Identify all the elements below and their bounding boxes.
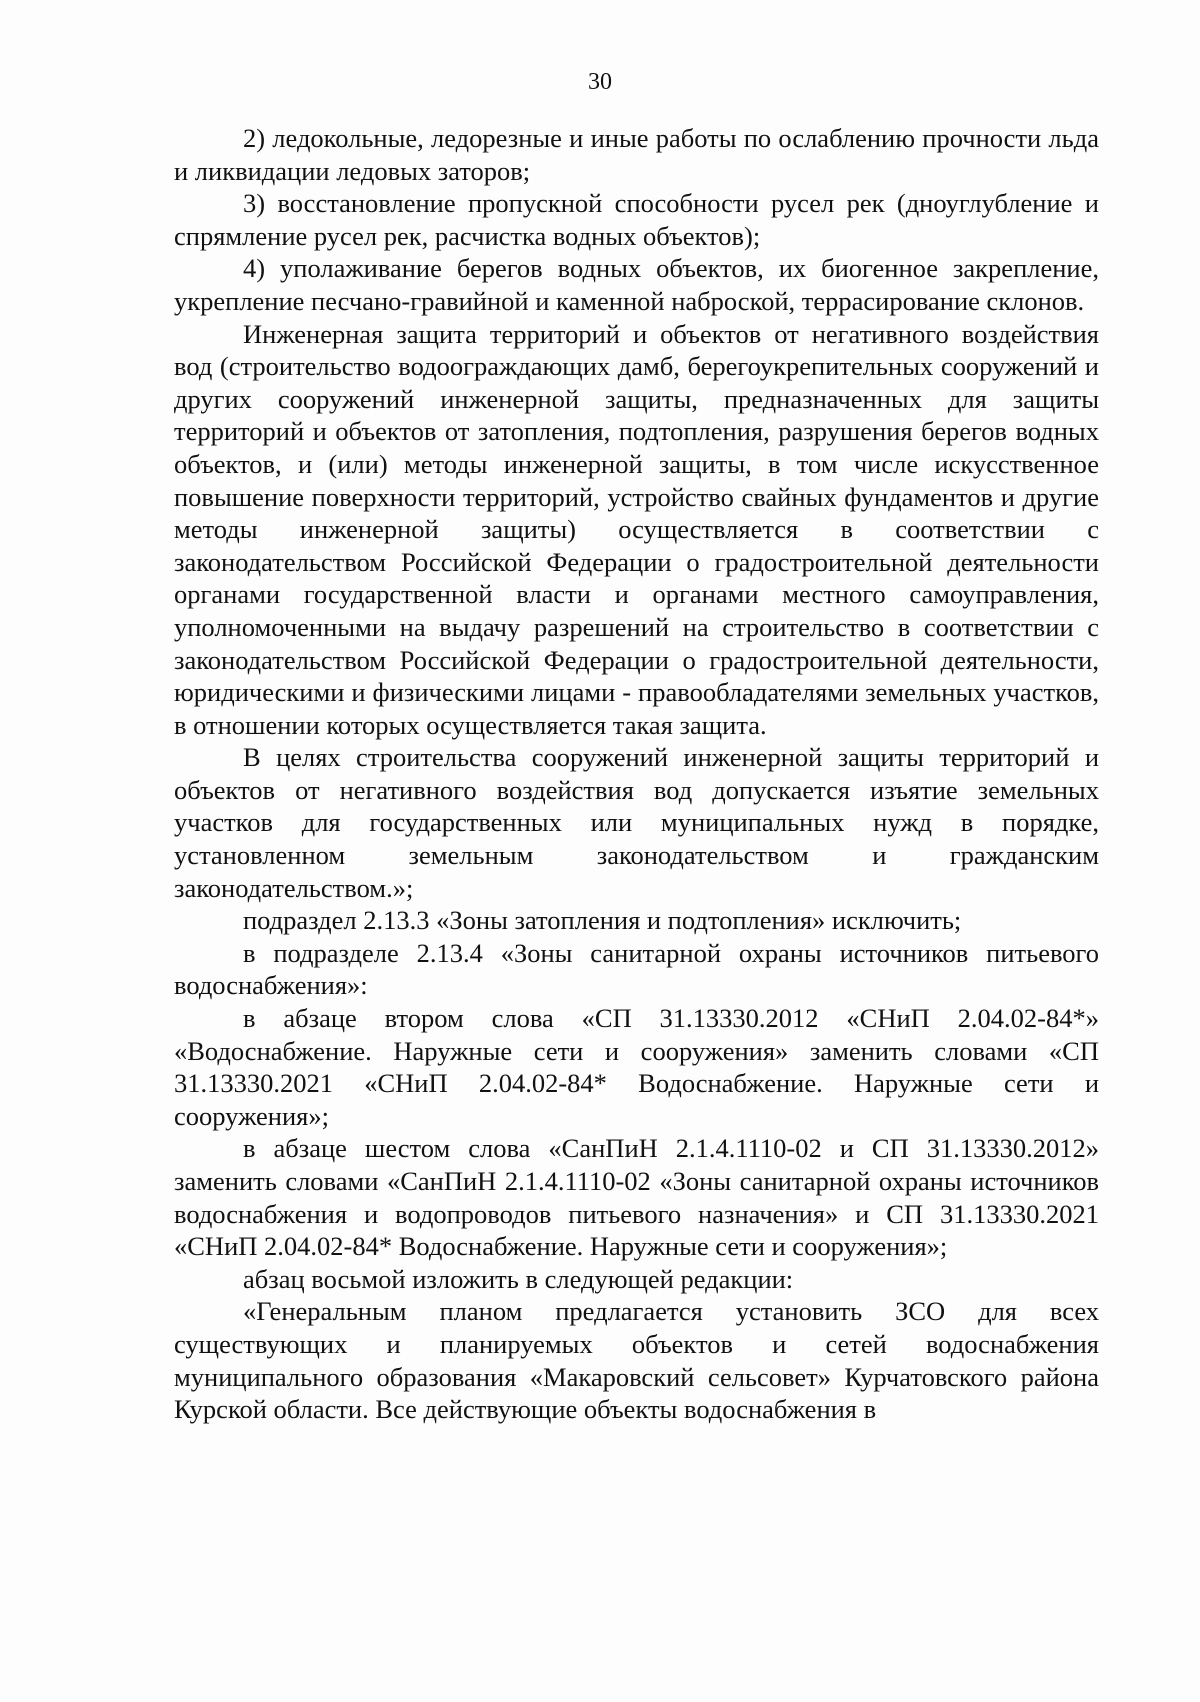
paragraph-riverbed-restoration: 3) восстановление пропускной способности русел рек (дноуглубление и спрямление русел рек, расчистка водных объектов); [174,188,1099,251]
paragraph-land-seizure: В целях строительства сооружений инженерной защиты территорий и объектов от негативного воздействия вод допускается изъятие земельных участков для государственных или муниципальных нужд в порядке, установленном земельным законодательством и гражданским законодательством.»; [174,742,1099,903]
page-number: 30 [588,69,612,95]
paragraph-icebreaking: 2) ледокольные, ледорезные и иные работы по ослаблению прочности льда и ликвидации ледовых заторов; [174,123,1099,186]
paragraph-bank-grading: 4) уполаживание берегов водных объектов, их биогенное закрепление, укрепление песчано-гравийной и каменной наброской, террасирование склонов. [174,253,1099,316]
paragraph-subsection-exclusion: подраздел 2.13.3 «Зоны затопления и подтопления» исключить; [243,905,962,936]
paragraph-eighth-clause-intro: абзац восьмой изложить в следующей редакции: [243,1263,794,1294]
paragraph-second-clause-amendment: в абзаце втором слова «СП 31.13330.2012 «СНиП 2.04.02-84*» «Водоснабжение. Наружные сети и сооружения» заменить словами «СП 31.13330.2021 «СНиП 2.04.02-84* Водоснабжение. Наружные сети и сооружения»; [174,1003,1099,1131]
paragraph-engineering-protection: Инженерная защита территорий и объектов от негативного воздействия вод (строительство водоограждающих дамб, берегоукрепительных сооружений и других сооружений инженерной защиты, предназначенных для защиты территорий и объектов от затопления, подтопления, разрушения берегов водных объектов, и (или) методы инженерной защиты, в том числе искусственное повышение поверхности территорий, устройство свайных фундаментов и другие методы инженерной защиты) осуществляется в соответствии с законодательством Российской Федерации о градостроительной деятельности органами государственной власти и органами местного самоуправления, уполномоченными на выдачу разрешений на строительство в соответствии с законодательством Российской Федерации о градостроительной деятельности, юридическими и физическими лицами - правообладателями земельных участков, в отношении которых осуществляется такая защита. [174,318,1099,740]
paragraph-sixth-clause-amendment: в абзаце шестом слова «СанПиН 2.1.4.1110-02 и СП 31.13330.2012» заменить словами «СанПиН 2.1.4.1110-02 «Зоны санитарной охраны источников водоснабжения и водопроводов питьевого назначения» и СП 31.13330.2021 «СНиП 2.04.02-84* Водоснабжение. Наружные сети и сооружения»; [174,1133,1099,1262]
paragraph-subsection-2-13-4: в подразделе 2.13.4 «Зоны санитарной охраны источников питьевого водоснабжения»: [174,937,1099,1001]
document-body [174,122,1099,1426]
paragraph-general-plan-zso: «Генеральным планом предлагается установить ЗСО для всех существующих и планируемых объектов и сетей водоснабжения муниципального образования «Макаровский сельсовет» Курчатовского района Курской области. Все действующие объекты водоснабжения в [174,1296,1099,1425]
